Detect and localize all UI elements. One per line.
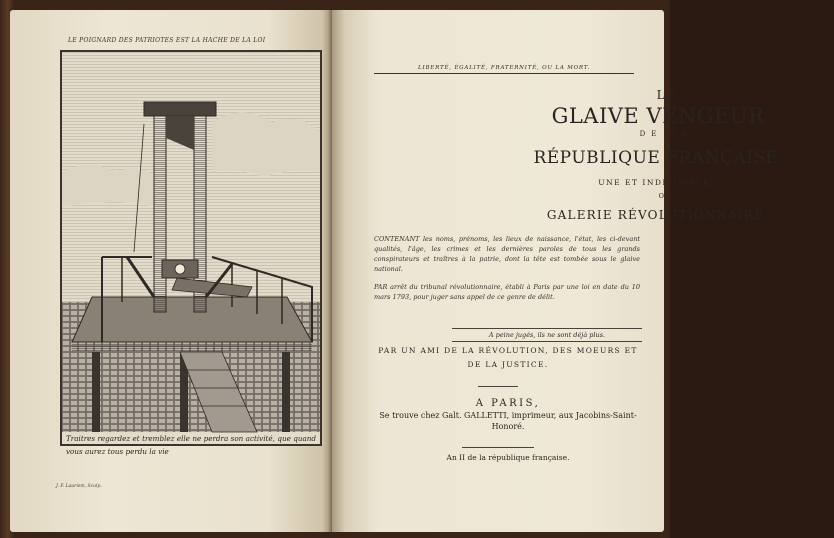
divider-rule: [478, 386, 518, 387]
guillotine-illustration: [62, 52, 320, 444]
divider-rule-2: [462, 447, 534, 448]
guillotine-engraving: [60, 50, 322, 456]
author-line: PAR UN AMI DE LA RÉVOLUTION, DES MOEURS ET DE LA JUSTICE.: [378, 346, 638, 369]
title-indivisible: UNE ET INDIVISIBLE.: [598, 178, 714, 187]
title-article: LE: [656, 88, 680, 102]
frontispiece-heading: LE POIGNARD DES PATRIOTES EST LA HACHE DE LA LOI: [68, 37, 266, 44]
title-galerie: GALERIE RÉVOLUTIONNAIRE,: [546, 208, 770, 222]
tribunal-paragraph: PAR arrêt du tribunal révolutionnaire, établi à Paris par une loi en date du 10 mars 1793, pour juger sans appel de ce genre de délit.: [374, 283, 640, 301]
title-main: GLAIVE VENGEUR: [551, 104, 765, 128]
right-page: [332, 10, 779, 532]
imprint-printer: Se trouve chez Galt. GALLETTI, imprimeur, aux Jacobins-Saint-Honoré.: [379, 411, 637, 431]
engraving-caption: Traitres regardez et tremblez elle ne perdra son activité, que quand vous aurez tous perdu la vie: [66, 434, 316, 456]
contents-paragraph: CONTENANT les noms, prénoms, les lieux de naissance, l'état, les ci-devant qualités, l'âge, les crimes et les dernières paroles de tous les grands conspirateurs et traîtres à la patrie, dont la tête est tombée sous le glaive national.: [374, 235, 640, 273]
title-ou: OU: [658, 192, 674, 200]
imprint-year: An II de la république française.: [446, 453, 570, 462]
engraver-signature: J. F. Lauriem, Sculp.: [56, 484, 102, 489]
title-connector: DE LA: [639, 130, 693, 138]
imprint-place: A PARIS,: [475, 398, 541, 409]
left-page: [10, 10, 332, 532]
title-republic: RÉPUBLIQUE FRANÇAISE: [533, 148, 779, 168]
epigraph-quote: A peine jugés, ils ne sont déjà plus.: [452, 328, 642, 342]
revolutionary-motto: LIBERTÉ, ÉGALITÉ, FRATERNITÉ, OU LA MORT.: [374, 65, 634, 74]
